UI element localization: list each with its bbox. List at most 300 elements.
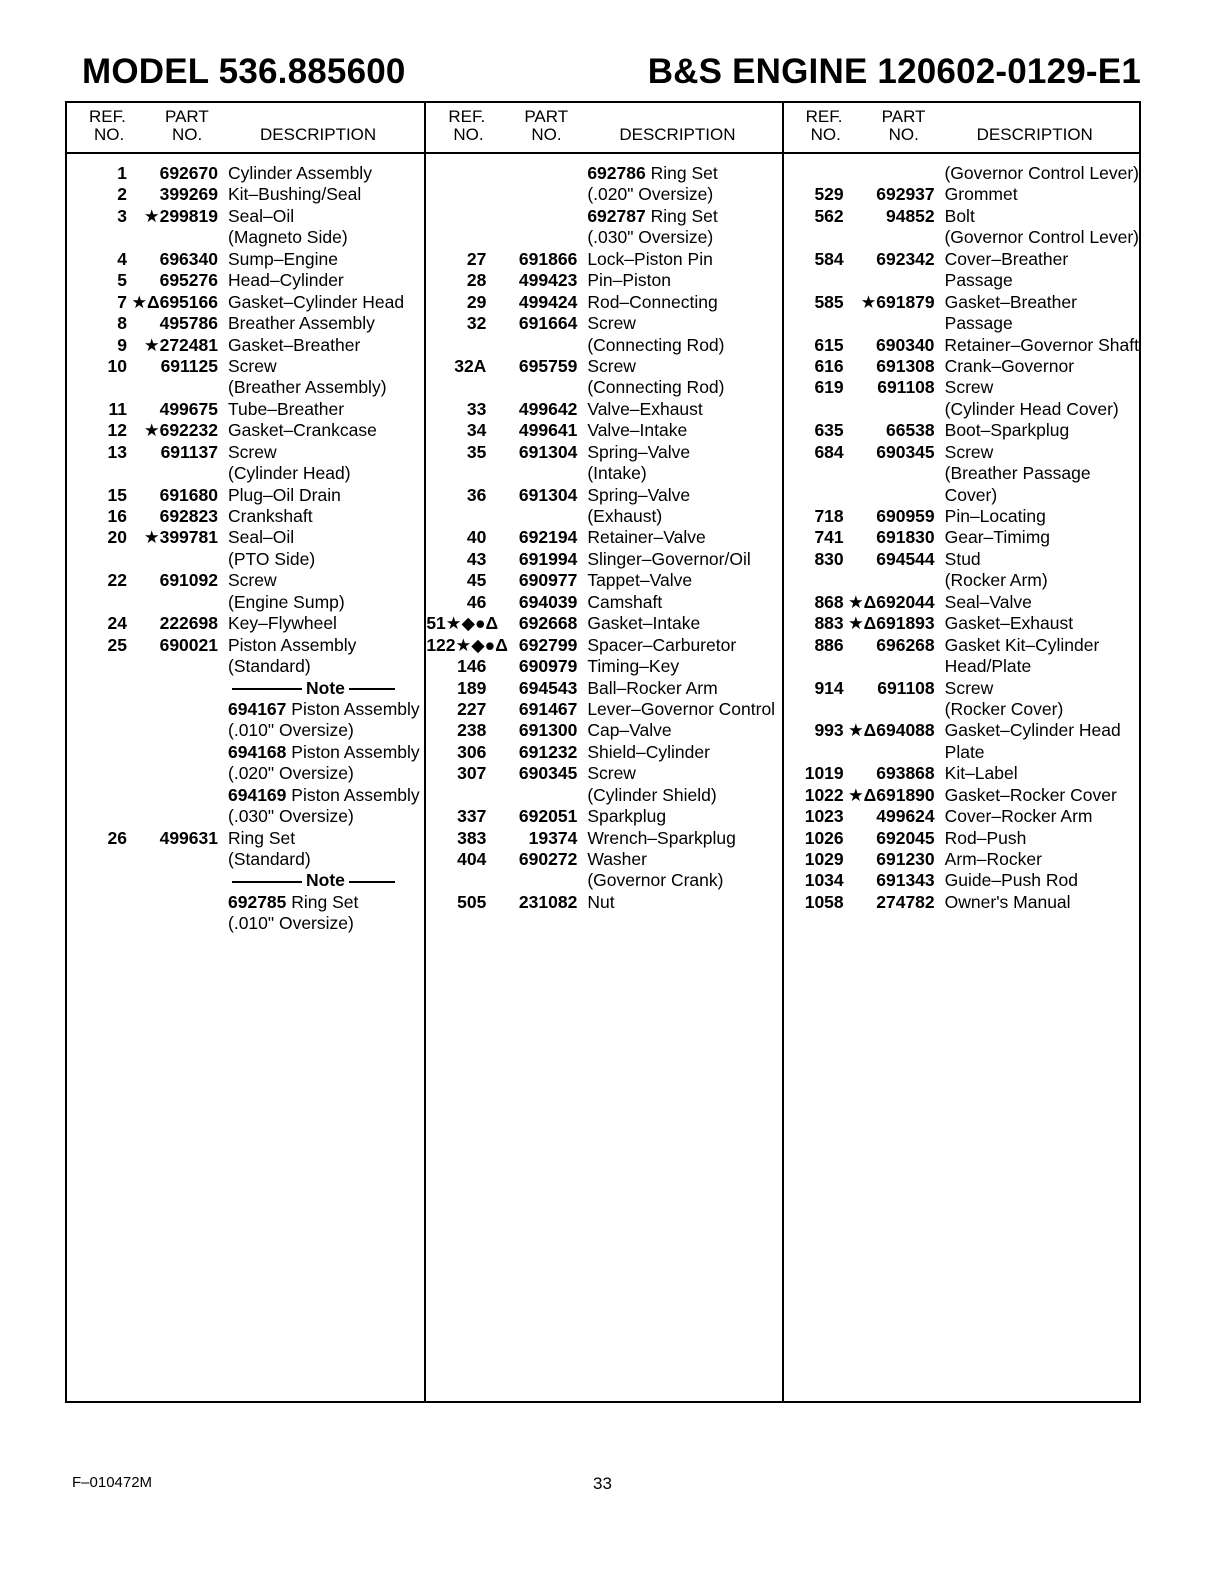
table-row xyxy=(784,313,1139,334)
ref-no xyxy=(426,227,486,248)
part-no xyxy=(127,227,218,248)
ref-no: 189 xyxy=(457,677,487,698)
part-no xyxy=(486,870,577,891)
part-no xyxy=(127,549,218,570)
table-row xyxy=(426,377,781,398)
table-row xyxy=(784,442,1139,463)
header-description: DESCRIPTION xyxy=(976,125,1093,144)
ref-no: 635 xyxy=(814,420,844,441)
ref-no: 718 xyxy=(814,506,844,526)
description: (.030" Oversize) xyxy=(228,806,354,827)
table-row xyxy=(784,806,1139,827)
ref-no: 3 xyxy=(117,205,127,226)
header-part-no: NO. xyxy=(172,125,203,144)
part-no: 693868 xyxy=(876,763,935,784)
description: Passage xyxy=(944,270,1013,291)
parts-column-3 xyxy=(782,103,1139,1401)
description: Ball–Rocker Arm xyxy=(587,677,718,698)
table-row xyxy=(67,249,424,270)
table-row xyxy=(426,870,781,891)
ref-no xyxy=(426,506,486,527)
part-no xyxy=(844,699,935,720)
part-no: 274782 xyxy=(876,891,935,912)
table-row xyxy=(784,335,1139,356)
part-no xyxy=(844,742,935,763)
part-no: 690021 xyxy=(159,634,218,655)
part-no: 692045 xyxy=(876,827,935,848)
description: Crank–Governor xyxy=(944,355,1075,376)
parts-column-2 xyxy=(424,103,781,1401)
header-part-no: NO. xyxy=(888,125,919,144)
ref-no: 383 xyxy=(457,827,487,848)
ref-no: 883 xyxy=(814,613,844,634)
inline-description: Piston Assembly xyxy=(286,741,420,762)
ref-no xyxy=(426,184,486,205)
ref-no: 615 xyxy=(814,334,844,355)
ref-no xyxy=(784,270,844,291)
part-no: 696268 xyxy=(876,634,935,655)
rows-column-1 xyxy=(67,163,424,935)
description: Cover–Breather xyxy=(944,248,1069,269)
table-row xyxy=(784,613,1139,634)
column-header xyxy=(784,103,1139,154)
table-row xyxy=(784,377,1139,398)
table-row xyxy=(426,549,781,570)
description: (Exhaust) xyxy=(587,506,663,526)
description: Seal–Oil xyxy=(228,527,295,548)
table-row xyxy=(67,763,424,784)
part-no: 19374 xyxy=(528,827,578,848)
ref-no: 684 xyxy=(814,441,844,462)
table-row xyxy=(426,420,781,441)
table-row xyxy=(67,206,424,227)
table-row xyxy=(67,913,424,934)
ref-no: 1023 xyxy=(804,806,844,827)
part-no xyxy=(127,678,218,699)
table-row xyxy=(67,335,424,356)
part-no: 695759 xyxy=(518,355,578,376)
part-no xyxy=(127,806,218,827)
description: (Breather Passage xyxy=(944,463,1091,484)
inline-description: Ring Set xyxy=(645,205,718,226)
ref-no xyxy=(426,463,486,484)
part-no: 692670 xyxy=(159,163,218,183)
description: (Breather Assembly) xyxy=(228,377,387,398)
ref-no xyxy=(784,163,844,184)
description: Bolt xyxy=(944,205,975,226)
description: (Standard) xyxy=(228,656,311,677)
description: Valve–Intake xyxy=(587,420,688,441)
description: (Rocker Arm) xyxy=(944,570,1048,591)
table-row xyxy=(426,485,781,506)
description: Spring–Valve xyxy=(587,484,691,505)
ref-no: 2 xyxy=(117,184,127,205)
table-row xyxy=(426,570,781,591)
part-no xyxy=(844,485,935,506)
table-row xyxy=(67,613,424,634)
ref-no: 5 xyxy=(117,270,127,291)
part-no: 499424 xyxy=(518,291,578,312)
description: (Cylinder Shield) xyxy=(587,784,717,805)
table-row xyxy=(67,313,424,334)
part-no: 692342 xyxy=(876,248,935,269)
part-no: 691308 xyxy=(876,355,935,376)
ref-no xyxy=(67,913,127,934)
description: (Cylinder Head) xyxy=(228,463,351,484)
description: Plate xyxy=(944,741,985,762)
description: Valve–Exhaust xyxy=(587,398,703,419)
part-no: ★399781 xyxy=(143,527,218,548)
part-no xyxy=(127,463,218,484)
ref-no xyxy=(784,399,844,420)
header-part: PART xyxy=(524,107,569,126)
part-no: 692051 xyxy=(518,806,578,827)
ref-no: 616 xyxy=(814,355,844,376)
table-row xyxy=(426,742,781,763)
description: Kit–Label xyxy=(944,763,1018,784)
ref-no: 20 xyxy=(107,527,127,548)
table-row xyxy=(67,442,424,463)
part-no: 691866 xyxy=(518,248,578,269)
ref-no xyxy=(67,592,127,613)
ref-no xyxy=(784,313,844,334)
part-no: 691232 xyxy=(518,741,578,762)
ref-no: 9 xyxy=(117,334,127,355)
table-row xyxy=(426,592,781,613)
description: Gasket–Exhaust xyxy=(944,613,1074,634)
description xyxy=(218,892,358,913)
part-no: 695276 xyxy=(159,270,218,291)
part-no xyxy=(486,506,577,527)
table-row xyxy=(784,227,1139,248)
ref-no: 32 xyxy=(466,313,487,334)
description: Wrench–Sparkplug xyxy=(587,827,736,848)
table-row xyxy=(426,849,781,870)
table-row xyxy=(426,249,781,270)
part-no: ★299819 xyxy=(143,205,218,226)
part-no: 690345 xyxy=(876,441,935,462)
ref-no: 35 xyxy=(466,441,487,462)
ref-no xyxy=(67,678,127,699)
ref-no: 122★◆●Δ xyxy=(426,634,508,655)
header-part: PART xyxy=(165,107,209,126)
description: Gasket–Cylinder Head xyxy=(944,720,1121,741)
description: Camshaft xyxy=(587,591,663,612)
description: (Governor Crank) xyxy=(587,870,724,891)
ref-no: 45 xyxy=(466,570,487,591)
ref-no: 1 xyxy=(117,163,127,183)
description xyxy=(218,742,420,763)
part-no xyxy=(127,849,218,870)
table-row xyxy=(426,678,781,699)
table-row xyxy=(67,227,424,248)
part-no xyxy=(844,270,935,291)
ref-no: 51★◆●Δ xyxy=(426,613,499,634)
ref-no xyxy=(67,699,127,720)
part-no: 499641 xyxy=(518,420,578,441)
part-no xyxy=(844,656,935,677)
description: Screw xyxy=(587,313,636,334)
ref-no: 11 xyxy=(108,398,127,419)
ref-no: 33 xyxy=(466,398,487,419)
table-row xyxy=(67,356,424,377)
header-ref: REF. xyxy=(805,107,843,126)
description: Cylinder Assembly xyxy=(228,163,372,183)
part-no: ★Δ695166 xyxy=(131,291,218,312)
description: (.010" Oversize) xyxy=(228,720,354,741)
description: Shield–Cylinder xyxy=(587,741,710,762)
ref-no: 22 xyxy=(107,570,127,591)
ref-no xyxy=(784,656,844,677)
table-row xyxy=(784,184,1139,205)
part-no: 690272 xyxy=(518,849,578,869)
ref-no xyxy=(67,377,127,398)
header-part-no: NO. xyxy=(531,125,562,144)
description: Cover–Rocker Arm xyxy=(944,806,1093,827)
table-row xyxy=(426,720,781,741)
description: Cap–Valve xyxy=(587,720,672,741)
table-row xyxy=(426,463,781,484)
ref-no: 868 xyxy=(814,591,844,612)
table-row xyxy=(67,678,424,699)
table-row xyxy=(784,635,1139,656)
ref-no: 32A xyxy=(454,355,487,376)
description: Screw xyxy=(587,763,636,784)
inline-part-no: 694167 xyxy=(228,698,287,719)
ref-no xyxy=(426,163,486,184)
ref-no: 7 xyxy=(117,291,127,312)
ref-no xyxy=(67,549,127,570)
table-row xyxy=(67,742,424,763)
table-row xyxy=(426,785,781,806)
table-row xyxy=(784,506,1139,527)
description: Key–Flywheel xyxy=(228,613,337,634)
description: Stud xyxy=(944,548,981,569)
description: Gasket–Rocker Cover xyxy=(944,784,1117,805)
ref-no: 886 xyxy=(814,634,844,655)
part-no xyxy=(844,463,935,484)
part-no: 692799 xyxy=(518,634,578,655)
ref-no: 584 xyxy=(814,248,844,269)
part-no: ★692232 xyxy=(143,420,218,441)
inline-description: Ring Set xyxy=(286,891,359,912)
ref-no xyxy=(784,699,844,720)
ref-no xyxy=(67,763,127,784)
table-row xyxy=(426,184,781,205)
description xyxy=(218,699,420,720)
ref-no xyxy=(67,463,127,484)
ref-no: 337 xyxy=(457,806,487,827)
part-no: ★Δ691893 xyxy=(847,613,935,634)
ref-no: 562 xyxy=(814,205,844,226)
part-no: 691304 xyxy=(518,441,578,462)
description: Screw xyxy=(228,355,277,376)
ref-no: 993 xyxy=(814,720,844,741)
description: Screw xyxy=(587,355,636,376)
table-row xyxy=(426,699,781,720)
part-no: 690959 xyxy=(876,506,935,526)
table-row xyxy=(784,592,1139,613)
description xyxy=(218,785,420,806)
part-no xyxy=(844,163,935,184)
ref-no xyxy=(67,892,127,913)
note-label: Note xyxy=(306,677,345,698)
table-row xyxy=(67,463,424,484)
description: Gasket–Breather xyxy=(944,291,1077,312)
ref-no: 15 xyxy=(107,484,127,505)
description: Screw xyxy=(944,441,994,462)
inline-description: Piston Assembly xyxy=(286,784,420,805)
description: (PTO Side) xyxy=(228,548,316,569)
ref-no: 43 xyxy=(466,548,487,569)
part-no xyxy=(486,206,577,227)
part-no: 94852 xyxy=(885,205,935,226)
ref-no xyxy=(784,485,844,506)
ref-no xyxy=(426,870,486,891)
description: Gasket Kit–Cylinder xyxy=(944,634,1100,655)
ref-no: 1026 xyxy=(804,827,844,848)
inline-part-no: 694169 xyxy=(228,784,287,805)
part-no: 694543 xyxy=(518,677,578,698)
table-row xyxy=(426,227,781,248)
description: Passage xyxy=(944,313,1013,334)
part-no: 691125 xyxy=(160,355,218,376)
part-no: 692937 xyxy=(876,184,935,205)
part-no: 691304 xyxy=(518,484,578,505)
part-no: 691680 xyxy=(159,484,218,505)
description xyxy=(218,870,399,891)
ref-no: 307 xyxy=(457,763,487,784)
inline-description: Piston Assembly xyxy=(286,698,420,719)
description: (Connecting Rod) xyxy=(587,377,725,398)
part-no: 691137 xyxy=(160,441,218,462)
description: Spring–Valve xyxy=(587,441,691,462)
part-no xyxy=(127,870,218,891)
inline-part-no: 692786 xyxy=(587,163,646,183)
description: Head–Cylinder xyxy=(228,270,344,291)
inline-part-no: 694168 xyxy=(228,741,287,762)
part-no: 691664 xyxy=(518,313,578,334)
ref-no xyxy=(426,785,486,806)
part-no: 231082 xyxy=(518,891,578,912)
description xyxy=(577,206,717,227)
description: (Magneto Side) xyxy=(228,227,348,248)
description: Ring Set xyxy=(228,827,296,848)
description: Sump–Engine xyxy=(228,248,338,269)
description: Boot–Sparkplug xyxy=(944,420,1070,441)
description: Screw xyxy=(228,441,277,462)
table-row xyxy=(784,549,1139,570)
table-row xyxy=(426,206,781,227)
header-description: DESCRIPTION xyxy=(619,125,736,144)
ref-no xyxy=(67,849,127,870)
description xyxy=(218,678,399,699)
ref-no xyxy=(67,870,127,891)
description: Rod–Push xyxy=(944,827,1027,848)
description: (.020" Oversize) xyxy=(587,184,714,205)
table-row xyxy=(67,870,424,891)
table-row xyxy=(67,892,424,913)
part-no xyxy=(127,913,218,934)
ref-no: 36 xyxy=(466,484,487,505)
table-row xyxy=(67,570,424,591)
table-row xyxy=(784,828,1139,849)
table-row xyxy=(784,527,1139,548)
part-no xyxy=(844,570,935,591)
ref-no: 1022 xyxy=(804,784,844,805)
table-row xyxy=(426,270,781,291)
description: Guide–Push Rod xyxy=(944,870,1078,891)
table-row xyxy=(426,163,781,184)
part-no: 694544 xyxy=(876,548,935,569)
part-no xyxy=(844,313,935,334)
table-row xyxy=(67,635,424,656)
part-no: ★691879 xyxy=(860,291,935,312)
ref-no: 1058 xyxy=(804,891,844,912)
table-row xyxy=(67,163,424,184)
ref-no: 585 xyxy=(814,291,844,312)
ref-no xyxy=(784,570,844,591)
part-no: 692668 xyxy=(518,613,578,634)
table-row xyxy=(67,292,424,313)
ref-no: 27 xyxy=(466,248,487,269)
part-no: 691994 xyxy=(518,548,578,569)
description: Screw xyxy=(228,570,277,591)
table-row xyxy=(67,699,424,720)
part-no: ★Δ691890 xyxy=(847,784,935,805)
part-no: 691467 xyxy=(518,698,578,719)
model-title: MODEL 536.885600 xyxy=(82,52,406,91)
part-no: 692194 xyxy=(518,527,578,548)
table-row xyxy=(784,870,1139,891)
table-row xyxy=(426,292,781,313)
ref-no xyxy=(784,463,844,484)
ref-no: 25 xyxy=(107,634,127,655)
description: Owner's Manual xyxy=(944,891,1071,912)
table-row xyxy=(426,656,781,677)
part-no: 499642 xyxy=(518,398,578,419)
ref-no: 8 xyxy=(117,313,127,334)
note-label: Note xyxy=(306,870,345,891)
part-no: 692823 xyxy=(159,506,218,526)
part-no: ★272481 xyxy=(143,334,218,355)
table-row xyxy=(426,399,781,420)
description: Seal–Oil xyxy=(228,205,295,226)
part-no: 499624 xyxy=(876,806,935,827)
table-row xyxy=(784,399,1139,420)
ref-no xyxy=(784,742,844,763)
part-no: 691230 xyxy=(876,849,935,869)
header-part: PART xyxy=(881,107,926,126)
ref-no: 306 xyxy=(457,741,487,762)
table-row xyxy=(67,806,424,827)
header-ref-no: NO. xyxy=(810,125,841,144)
description: (.020" Oversize) xyxy=(228,763,354,784)
table-row xyxy=(784,356,1139,377)
part-no xyxy=(486,163,577,184)
rows-column-2 xyxy=(426,163,781,913)
ref-no xyxy=(67,720,127,741)
ref-no: 404 xyxy=(457,849,487,869)
description: Gasket–Intake xyxy=(587,613,701,634)
table-row xyxy=(426,635,781,656)
ref-no xyxy=(67,227,127,248)
table-row xyxy=(784,163,1139,184)
rows-column-3 xyxy=(784,163,1139,913)
ref-no xyxy=(67,806,127,827)
part-no: 691300 xyxy=(518,720,578,741)
table-row xyxy=(784,892,1139,913)
